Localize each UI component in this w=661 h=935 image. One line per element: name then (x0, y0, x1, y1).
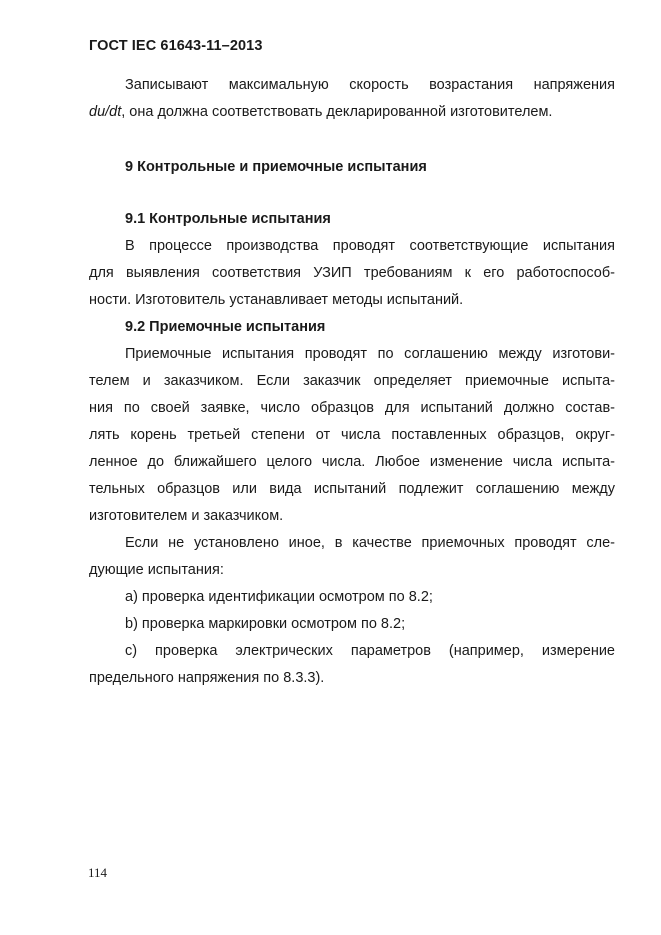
intro-line-1: Записывают максимальную скорость возрастания напряжения (125, 77, 615, 93)
section-9-2-line-1: Приемочные испытания проводят по соглашению между изготови- (125, 346, 615, 362)
section-9-heading: 9 Контрольные и приемочные испытания (125, 159, 427, 175)
section-9-2-line-7: изготовителем и заказчиком. (89, 508, 284, 524)
section-9-2-line-4: лять корень третьей степени от числа поставленных образцов, округ- (89, 427, 615, 443)
intro-line-2 (89, 103, 552, 121)
list-item-c-line-2: предельного напряжения по 8.3.3). (89, 670, 325, 686)
intro-formula: du/dt (89, 104, 122, 120)
document-header: ГОСТ IEC 61643-11–2013 (89, 38, 263, 54)
section-9-2-line-6: тельных образцов или вида испытаний подлежит соглашению между (89, 481, 615, 497)
section-9-2-line-5: ленное до ближайшего целого числа. Любое изменение числа испыта- (89, 454, 615, 470)
section-9-1-line-3: ности. Изготовитель устанавливает методы испытаний. (89, 292, 464, 308)
list-item-a: a) проверка идентификации осмотром по 8.2; (125, 589, 433, 605)
section-9-2-para-2-line-1: Если не установлено иное, в качестве приемочных проводят сле- (125, 535, 615, 551)
section-9-2-para-2-line-2: дующие испытания: (89, 562, 224, 578)
page-number: 114 (88, 865, 108, 880)
section-9-1-line-2: для выявления соответствия УЗИП требованиям к его работоспособ- (89, 265, 615, 281)
section-9-1-line-1: В процессе производства проводят соответствующие испытания (125, 238, 615, 254)
section-9-2-heading: 9.2 Приемочные испытания (125, 319, 326, 335)
list-item-b: b) проверка маркировки осмотром по 8.2; (125, 616, 406, 632)
section-9-2-line-3: ния по своей заявке, число образцов для испытаний должно состав- (89, 400, 615, 416)
section-9-1-heading: 9.1 Контрольные испытания (125, 211, 331, 227)
intro-line-2-text: , она должна соответствовать декларированной изготовителем. (121, 104, 553, 120)
section-9-2-line-2: телем и заказчиком. Если заказчик определяет приемочные испыта- (89, 373, 615, 389)
list-item-c-line-1: c) проверка электрических параметров (например, измерение (125, 643, 615, 659)
